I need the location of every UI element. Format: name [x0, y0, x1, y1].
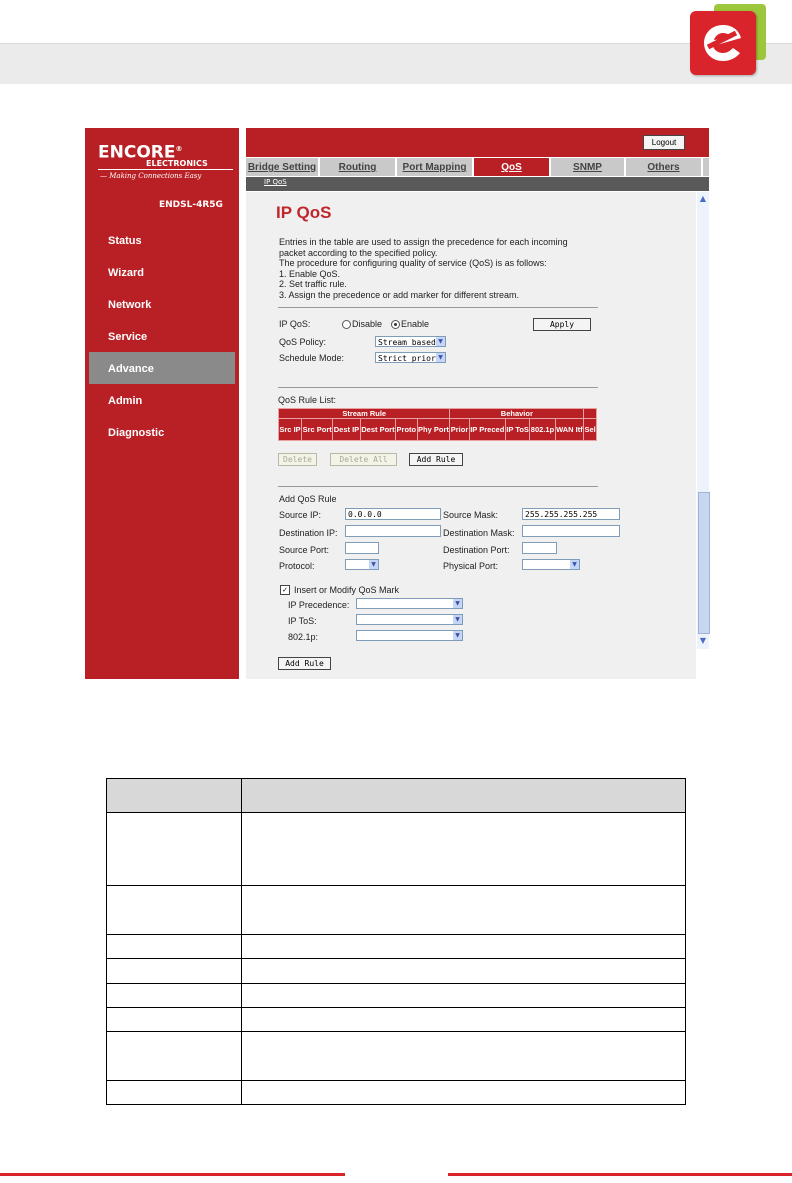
description-table — [106, 778, 686, 1105]
divider — [278, 387, 598, 388]
dest-port-label: Destination Port: — [443, 545, 510, 555]
logo-tagline: — Making Connections Easy — [100, 172, 202, 180]
col-ip-tos: IP ToS — [505, 419, 529, 441]
col-phy-port: Phy Port — [417, 419, 450, 441]
physical-port-select[interactable] — [522, 559, 580, 570]
tab-bar — [246, 158, 709, 176]
col-sel: Sel — [584, 419, 597, 441]
intro-text: Entries in the table are used to assign the precedence for each incoming packet according to the specified policy. The procedure for configuring quality of service (QoS) is as follows: 1. Enable QoS. 2. Set traffic rule. 3. Assign the precedence or add marker for different stream. — [279, 237, 568, 300]
chevron-down-icon: ▼ — [570, 560, 579, 569]
logo-rule — [98, 169, 233, 170]
sidebar-item-advance[interactable]: Advance — [89, 352, 235, 384]
col-ip-preced: IP Preced — [469, 419, 505, 441]
col-8021p: 802.1p — [530, 419, 555, 441]
tab-others[interactable]: Others — [626, 158, 703, 176]
footer-line-left — [0, 1173, 345, 1176]
scroll-down-icon[interactable]: ▼ — [699, 636, 707, 645]
scrollbar-thumb[interactable] — [698, 492, 710, 634]
dest-ip-label: Destination IP: — [279, 528, 338, 538]
qos-policy-label: QoS Policy: — [279, 337, 327, 347]
add-rule-button[interactable]: Add Rule — [409, 453, 463, 466]
footer-line-right — [448, 1173, 792, 1176]
schedule-mode-select[interactable]: Strict prior ▼ — [375, 352, 446, 363]
divider — [278, 307, 598, 308]
source-port-input[interactable] — [345, 542, 379, 554]
qos-mark-checkbox[interactable]: ✓ — [280, 585, 290, 595]
logo-brand: ENCORE® — [98, 142, 183, 163]
top-bar — [246, 128, 709, 157]
ipqos-label: IP QoS: — [279, 319, 311, 329]
logout-button[interactable]: Logout — [643, 135, 685, 150]
ip-precedence-label: IP Precedence: — [288, 600, 350, 610]
ip-tos-select[interactable] — [356, 614, 463, 625]
qos-mark-label: Insert or Modify QoS Mark — [294, 585, 400, 595]
dest-ip-input[interactable] — [345, 525, 441, 537]
add-rule-bottom-button[interactable]: Add Rule — [278, 657, 331, 670]
dest-port-input[interactable] — [522, 542, 557, 554]
tab-bridge-setting[interactable]: Bridge Setting — [246, 158, 320, 176]
chevron-down-icon: ▼ — [453, 615, 462, 624]
physical-port-label: Physical Port: — [443, 561, 499, 571]
protocol-select[interactable] — [345, 559, 379, 570]
chevron-down-icon: ▼ — [453, 631, 462, 640]
qos-rule-table — [278, 408, 597, 441]
sidebar-item-network[interactable]: Network — [108, 299, 152, 311]
encore-e-logo-icon — [690, 11, 756, 75]
sidebar-item-diagnostic[interactable]: Diagnostic — [108, 427, 165, 439]
model-name: ENDSL-4R5G — [159, 200, 223, 210]
group-empty — [584, 409, 597, 419]
tab-snmp[interactable]: SNMP — [551, 158, 626, 176]
source-port-label: Source Port: — [279, 545, 330, 555]
header-band — [0, 44, 792, 84]
dot1p-label: 802.1p: — [288, 632, 319, 642]
col-src-ip: Src IP — [279, 419, 302, 441]
col-src-port: Src Port — [302, 419, 333, 441]
qos-policy-select[interactable]: Stream based ▼ — [375, 336, 446, 347]
sidebar-item-status[interactable]: Status — [108, 235, 142, 247]
logo-sub: ELECTRONICS — [146, 159, 208, 168]
col-dest-ip: Dest IP — [333, 419, 360, 441]
enable-label: Enable — [401, 319, 430, 329]
delete-all-button[interactable]: Delete All — [330, 453, 397, 466]
divider — [278, 486, 598, 487]
ip-tos-label: IP ToS: — [288, 616, 317, 626]
tab-port-mapping[interactable]: Port Mapping — [397, 158, 474, 176]
source-ip-input[interactable]: 0.0.0.0 — [345, 508, 441, 520]
col-wan-itf: WAN Itf — [555, 419, 584, 441]
page-title: IP QoS — [276, 203, 332, 222]
sidebar-menu — [89, 224, 235, 448]
col-prior: Prior — [450, 419, 469, 441]
tab-qos[interactable]: QoS — [474, 158, 551, 176]
source-mask-input[interactable]: 255.255.255.255 — [522, 508, 620, 520]
chevron-down-icon: ▼ — [453, 599, 462, 608]
chevron-down-icon: ▼ — [369, 560, 378, 569]
tab-routing[interactable]: Routing — [320, 158, 397, 176]
encore-logo — [98, 138, 233, 186]
protocol-label: Protocol: — [279, 561, 315, 571]
col-proto: Proto — [396, 419, 417, 441]
disable-label: Disable — [352, 319, 383, 329]
dest-mask-input[interactable] — [522, 525, 620, 537]
source-ip-label: Source IP: — [279, 510, 322, 520]
ip-precedence-select[interactable] — [356, 598, 463, 609]
rule-list-label: QoS Rule List: — [278, 395, 337, 405]
delete-button[interactable]: Delete — [278, 453, 317, 466]
source-mask-label: Source Mask: — [443, 510, 499, 520]
col-dest-port: Dest Port — [360, 419, 396, 441]
add-qos-rule-label: Add QoS Rule — [279, 494, 337, 504]
schedule-mode-label: Schedule Mode: — [279, 353, 345, 363]
sidebar-item-admin[interactable]: Admin — [108, 395, 143, 407]
chevron-down-icon: ▼ — [436, 337, 445, 346]
sub-nav — [246, 177, 709, 191]
chevron-down-icon: ▼ — [436, 353, 445, 362]
subnav-ip-qos[interactable]: IP QoS — [264, 178, 287, 186]
dest-mask-label: Destination Mask: — [443, 528, 515, 538]
disable-radio[interactable] — [342, 320, 351, 329]
sidebar-item-wizard[interactable]: Wizard — [108, 267, 144, 279]
scroll-up-icon[interactable]: ▲ — [699, 194, 707, 203]
sidebar-item-service[interactable]: Service — [108, 331, 148, 343]
group-behavior: Behavior — [450, 409, 584, 419]
enable-radio[interactable] — [391, 320, 400, 329]
group-stream-rule: Stream Rule — [279, 409, 450, 419]
apply-button[interactable]: Apply — [533, 318, 591, 331]
dot1p-select[interactable] — [356, 630, 463, 641]
